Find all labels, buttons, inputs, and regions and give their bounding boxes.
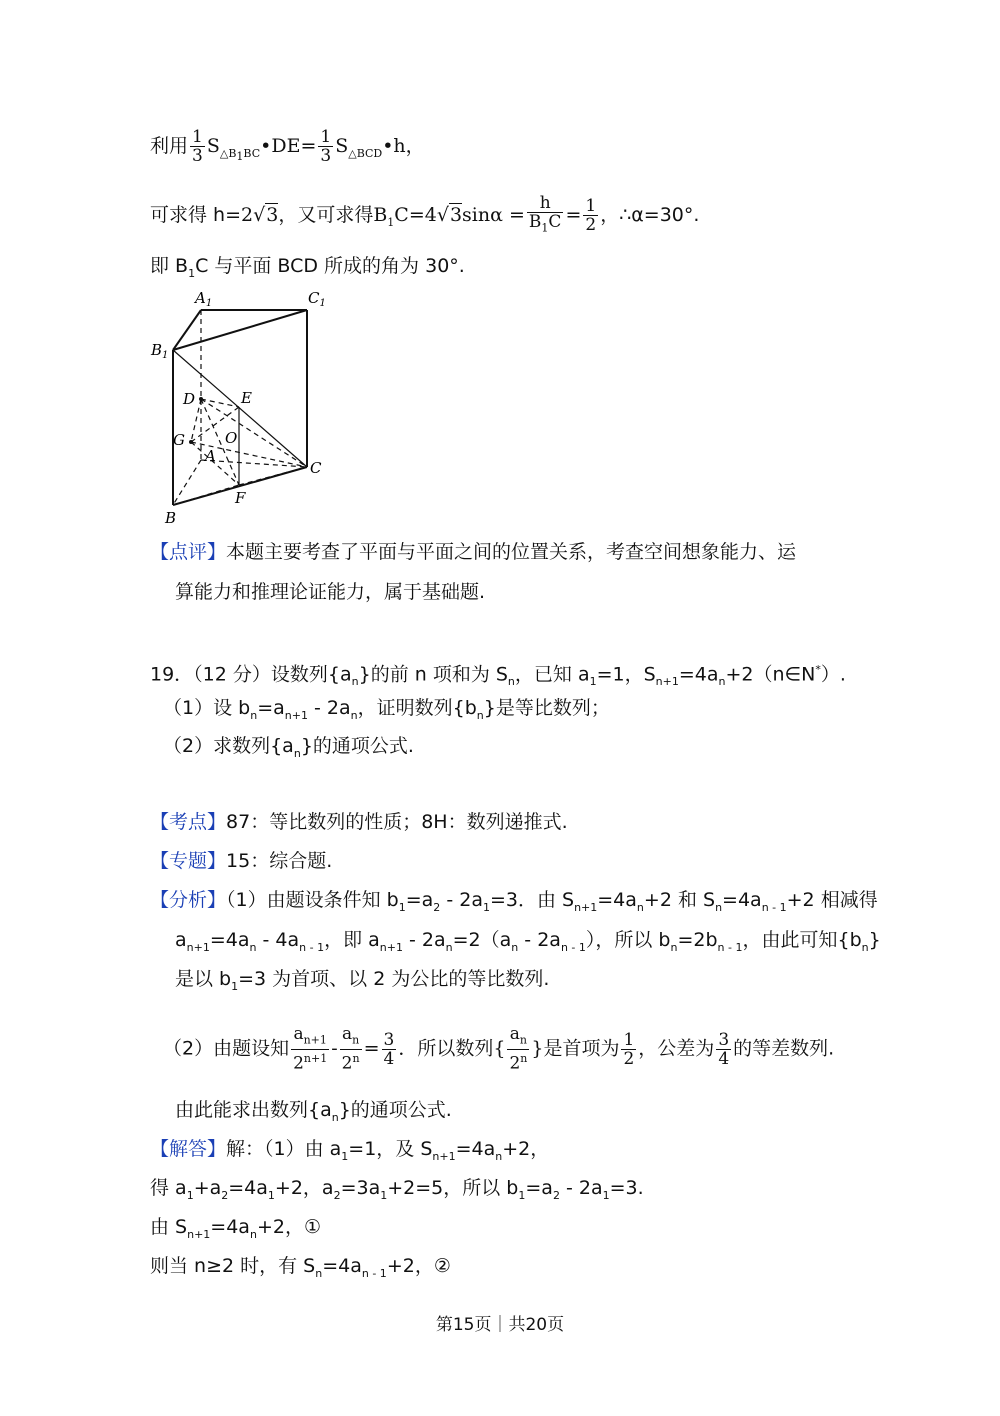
- text: S: [335, 135, 349, 157]
- fraction: $\frac{a_n}{2^n}$: [509, 1024, 528, 1075]
- edge-b1-a1: [173, 310, 201, 350]
- label-o: O: [225, 429, 238, 447]
- page-footer: 第15页｜共20页: [435, 1315, 565, 1335]
- jieda-tag: 【解答】: [150, 1138, 227, 1160]
- jieda-line-2: 得 $a_1+a_2=4a_1+2$，$a_2=3a_1+2=5$，所以 $b_1=a_2 - 2a_1=3$.: [150, 1177, 644, 1202]
- review-line-2: 算能力和推理论证能力，属于基础题.: [175, 581, 486, 603]
- label-a1: $A_1$: [195, 289, 213, 309]
- label-f: F: [235, 489, 246, 507]
- label-b: B: [165, 509, 177, 527]
- fraction: $\frac{a_n}{2^n}$: [341, 1024, 360, 1075]
- formula-line-2: 可求得 h=2√3，又可求得$B_1C=4√3\sin\alpha$ = $\frac{h}{B_1C}$ = $\frac{1}{2}$ ，∴α=30°.: [150, 194, 699, 237]
- question-19-line-3: （2）求数列$\{a_n\}$的通项公式.: [163, 735, 414, 760]
- kaodian-tag: 【考点】: [150, 811, 227, 833]
- question-19-line-2: （1）设 $b_n=a_{n+1} - 2a_n$，证明数列$\{b_n\}$是等比数列；: [163, 697, 610, 722]
- label-e: E: [241, 389, 252, 407]
- seg-d-c: [201, 399, 307, 467]
- question-19-line-1: 19．（12 分）设数列$\{a_n\}$的前 n 项和为 $S_n$，已知 $a_1=1$，$S_{n+1}=4a_n+2(n\in N^*)$.: [150, 663, 846, 689]
- fraction: $\frac{1}{2}$: [585, 196, 597, 236]
- label-d: D: [183, 390, 196, 408]
- review-tag: 【点评】: [150, 541, 227, 563]
- diag-b1-c: [173, 350, 307, 467]
- fraction: $\frac{1}{3}$: [320, 127, 332, 166]
- text: 利用: [150, 135, 189, 157]
- edge-b1-c1: [173, 310, 307, 350]
- formula-line-1: 利用 $\frac{1}{3}$ $S_{\triangle B_1BC}•DE=$ $\frac{1}{3}$ $S_{\triangle BCD}•h$，: [150, 127, 425, 166]
- zhuanti-tag: 【专题】: [150, 850, 227, 872]
- text: S: [206, 135, 220, 157]
- fraction: $\frac{1}{2}$: [623, 1029, 635, 1069]
- jieda-line-4: 则当 n≥2 时，有 $S_n=4a_{n - 1}+2$，②: [150, 1255, 451, 1280]
- label-b1: $B_1$: [151, 341, 169, 361]
- text: 可求得 h=: [150, 204, 242, 227]
- label-c1: $C_1$: [308, 289, 326, 309]
- fraction: $\frac{h}{B_1C}$: [528, 193, 562, 235]
- prism-figure: [145, 285, 345, 530]
- review-line-1: 【点评】本题主要考查了平面与平面之间的位置关系，考查空间想象能力、运: [150, 541, 797, 563]
- jieda-line-3: 由 $S_{n+1}=4a_n+2$，①: [150, 1216, 321, 1241]
- text: •h，: [382, 135, 425, 157]
- text: •DE=: [260, 135, 317, 157]
- fenxi-line-5: 由此能求出数列$\{a_n\}$的通项公式.: [175, 1099, 452, 1124]
- fraction: $\frac{a_{n+1}}{2^{n+1}}$: [293, 1024, 328, 1075]
- label-g: G: [173, 431, 185, 449]
- label-a: A: [205, 447, 216, 465]
- kaodian-line: 【考点】87：等比数列的性质；8H：数列递推式.: [150, 811, 568, 833]
- fraction: $\frac{1}{3}$: [192, 127, 203, 166]
- fenxi-line-1: 【分析】（1）由题设条件知 $b_1=a_2 - 2a_1=3$．由 $S_{n+1}=4a_n+2$ 和 $S_n=4a_{n - 1}+2$ 相减得: [150, 889, 878, 914]
- fenxi-line-3: 是以 $b_1=3$ 为首项、以 2 为公比的等比数列.: [175, 968, 550, 993]
- fraction: $\frac{3}{4}$: [383, 1029, 395, 1069]
- fenxi-tag: 【分析】: [150, 889, 227, 911]
- fenxi-line-2: $a_{n+1}=4a_n - 4a_{n - 1}$，即 $a_{n+1} - 2a_n=2(a_n - 2a_{n - 1})$，所以 $b_n=2b_{n - 1}$，由此可知$\{b_n\}$: [175, 929, 881, 954]
- jieda-line-1: 【解答】解：（1）由 $a_1=1$，及 $S_{n+1}=4a_n+2$，: [150, 1138, 550, 1163]
- label-c: C: [310, 459, 322, 477]
- fraction: $\frac{3}{4}$: [718, 1029, 730, 1069]
- text-line-3: 即 $B_1C$ 与平面 BCD 所成的角为 30°.: [150, 255, 465, 280]
- zhuanti-line: 【专题】15：综合题.: [150, 850, 333, 872]
- fenxi-line-4: （2）由题设知 $\frac{a_{n+1}}{2^{n+1}}$ - $\frac{a_n}{2^n}$ = $\frac{3}{4}$ ．所以数列{ $\frac{a_n}{2^n}$ }是首项为 $\frac{1}{2}$ ，公差为 $\frac{3}{4}$ 的等差数列.: [163, 1024, 835, 1075]
